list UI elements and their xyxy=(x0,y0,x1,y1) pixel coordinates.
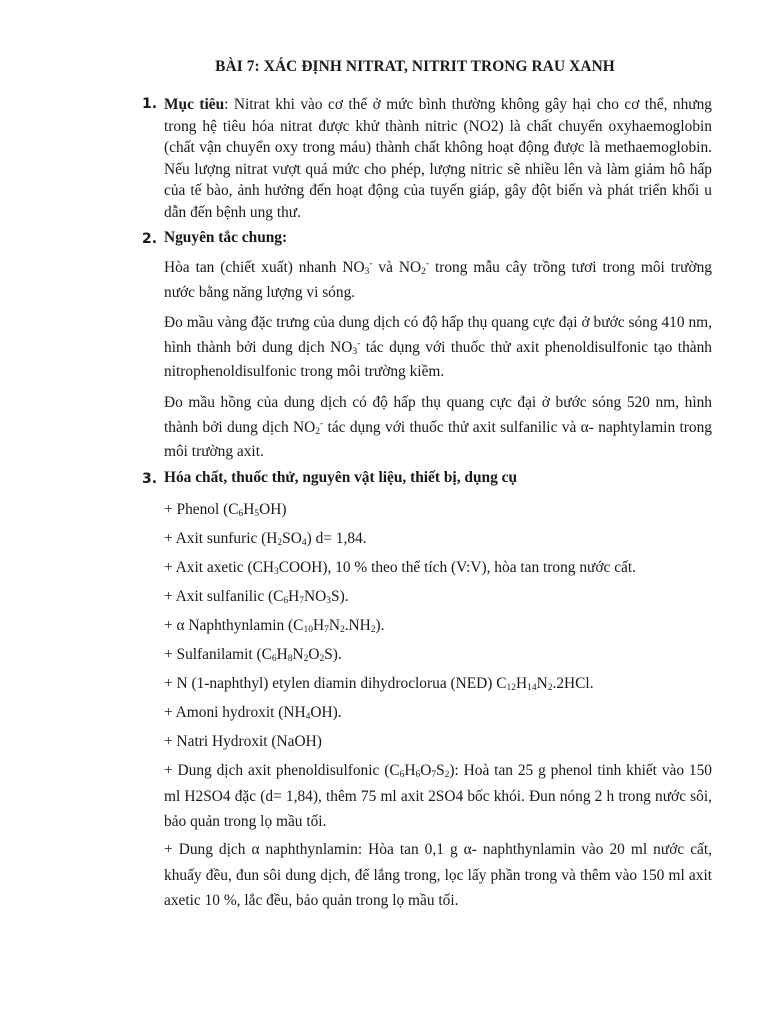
chemical-list-item: + Dung dịch axit phenoldisulfonic $(C_6H_6O_7S_2)$: Hoà tan 25 g phenol tinh khiết vào 150 ml H2SO4 đặc (d= 1,84), thêm 75 ml axit 2SO4 bốc khói. Đun nóng 2 h trong nước sôi, bảo quản trong lọ mầu tối. xyxy=(164,762,712,830)
chemical-list-item: + Sulfanilamit $(C_6H_8N_2O_2S)$. xyxy=(164,646,342,664)
section-1-number: 1. xyxy=(142,96,158,112)
chemical-list-item: + N (1-naphthyl) etylen diamin dihydroclorua (NED) $C_{12}H_{14}N_2.2HCl$. xyxy=(164,675,594,693)
page-title: BÀI 7: XÁC ĐỊNH NITRAT, NITRIT TRONG RAU XANH xyxy=(215,58,615,75)
chemical-list-item: + α Naphthynlamin $(C_{10}H_7N_2.NH_2)$. xyxy=(164,617,385,635)
section-3-heading: Hóa chất, thuốc thử, nguyên vật liệu, thiết bị, dụng cụ xyxy=(164,469,518,486)
principle-paragraph-2: Đo mầu vàng đặc trưng của dung dịch có độ hấp thụ quang cực đại ở bước sóng 410 nm, hình thành bởi dung dịch $NO_3^-$ tác dụng với thuốc thử axit phenoldisulfonic tạo thành nitrophenoldisulfonic trong môi trường kiềm. xyxy=(164,314,713,380)
chemical-list-item: + Amoni hydroxit $(NH_4OH)$. xyxy=(164,704,342,722)
chemical-list-item: + Dung dịch α naphthynlamin: Hòa tan 0,1 g α- naphthynlamin vào 20 ml nước cất, khuấy đều, đun sôi dung dịch, để lắng trong, lọc lấy phần trong và thêm vào 150 ml axit axetic 10 %, lắc đều, bảo quản trong lọ mầu tối. xyxy=(164,841,712,909)
section-2-heading: Nguyên tắc chung: xyxy=(164,229,288,246)
chemical-list-item: + Axit sunfuric $(H_2SO_4)$ d= 1,84. xyxy=(164,530,367,548)
principle-paragraph-3: Đo mầu hồng của dung dịch có độ hấp thụ quang cực đại ở bước sóng 520 nm, hình thành bởi dung dịch $NO_2^-$ tác dụng với thuốc thử axit sulfanilic và α- naphtylamin trong môi trường axit. xyxy=(164,394,712,460)
chemical-list-item: + Phenol $(C_6H_5OH)$ xyxy=(164,501,287,519)
chemical-list-item: + Axit sulfanilic $(C_6H_7NO_3S)$. xyxy=(164,588,349,606)
principle-paragraph-1: Hòa tan (chiết xuất) nhanh $NO_3^-$ và $NO_2^-$ trong mẫu cây trồng tươi trong môi trường nước bằng năng lượng vi sóng. xyxy=(164,259,712,301)
section-1-heading: Mục tiêu xyxy=(164,96,225,113)
section-3-number: 3. xyxy=(142,471,158,487)
section-1-objective xyxy=(164,94,712,223)
chemical-list-item: + Natri Hydroxit (NaOH) xyxy=(164,733,322,750)
section-1-text: : Nitrat khi vào cơ thể ở mức bình thường không gây hại cho cơ thể, nhưng trong hệ tiêu hóa nitrat được khử thành nitric (NO2) là chất chuyển oxyhaemoglobin (chất vận chuyển oxy trong máu) thành chất không hoạt động được là methaemoglobin. Nếu lượng nitrat vượt quá mức cho phép, lượng nitric sẽ nhiều lên và làm giảm hô hấp của tế bào, ảnh hưởng đến hoạt động của tuyến giáp, gây đột biến và phát triển khối u dẫn đến bệnh ung thư. xyxy=(164,96,712,221)
section-2-number: 2. xyxy=(142,231,158,247)
chemical-list-item: + Axit axetic $(CH_3COOH)$, 10 % theo thể tích (V:V), hòa tan trong nước cất. xyxy=(164,559,636,577)
